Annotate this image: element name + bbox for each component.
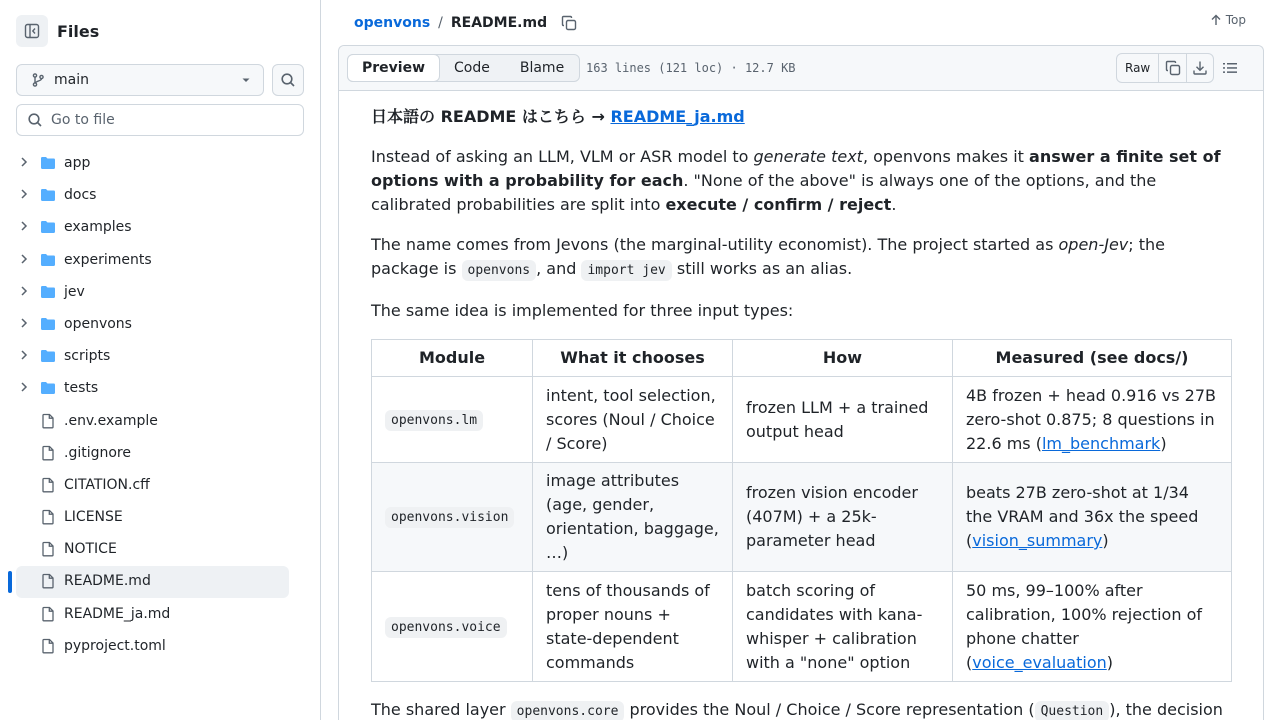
folder-icon	[40, 316, 56, 332]
text: 50 ms, 99–100% after calibration, 100% rejection of phone chatter (	[966, 580, 1202, 672]
table-row	[372, 377, 1232, 463]
caret-down-icon	[241, 75, 251, 85]
tree-item-label: .gitignore	[64, 444, 131, 461]
text: )	[1160, 433, 1167, 453]
copy-raw-button[interactable]	[1159, 54, 1186, 82]
chooses-cell: intent, tool selection, scores (Noul / Choice / Score)	[533, 377, 733, 463]
text: The name comes from Jevons (the marginal-utility economist). The project started as	[371, 235, 1059, 254]
file-icon	[40, 477, 56, 493]
tree-file-item[interactable]	[0, 405, 320, 437]
emphasis: open-Jev	[1058, 235, 1129, 254]
search-code-button[interactable]	[272, 64, 304, 96]
inline-code: Question	[1035, 701, 1110, 720]
lm-benchmark-link[interactable]: lm_benchmark	[1041, 433, 1161, 453]
chevron-right-icon[interactable]	[18, 253, 30, 265]
inline-code: openvons.lm	[385, 410, 483, 431]
chooses-cell: tens of thousands of proper nouns + state-dependent commands	[533, 572, 733, 682]
chevron-right-icon[interactable]	[18, 188, 30, 200]
how-cell: frozen LLM + a trained output head	[733, 377, 953, 463]
folder-icon	[40, 348, 56, 364]
tree-item-label: examples	[64, 219, 132, 236]
bold-text: execute / confirm / reject	[665, 195, 892, 214]
measured-cell	[953, 572, 1232, 682]
inline-code: openvons	[462, 260, 537, 281]
chevron-right-icon[interactable]	[18, 349, 30, 361]
tab-preview[interactable]	[347, 54, 440, 82]
core-layer-paragraph	[371, 698, 1233, 720]
file-icon	[40, 413, 56, 429]
modules-table	[371, 339, 1232, 682]
file-viewer	[338, 45, 1264, 720]
inline-code: openvons.voice	[385, 617, 507, 638]
file-icon	[40, 541, 56, 557]
module-cell	[372, 572, 533, 682]
text: , and	[536, 259, 582, 278]
search-icon	[280, 72, 296, 88]
copy-icon	[561, 15, 577, 31]
file-icon	[40, 509, 56, 525]
text: , openvons makes it	[862, 147, 1030, 166]
sidebar-collapse-icon	[24, 23, 40, 39]
table-row	[372, 463, 1232, 572]
text: . "None of the above" is always one of the options, and the calibrated probabilities are split into	[371, 171, 1157, 214]
tree-item-label: CITATION.cff	[64, 476, 150, 493]
file-icon	[40, 606, 56, 622]
text: Instead of asking an LLM, VLM or ASR model to	[371, 147, 754, 166]
vision-summary-link[interactable]: vision_summary	[972, 531, 1103, 550]
tab-code[interactable]	[439, 55, 505, 81]
breadcrumb-file: README.md	[450, 14, 548, 31]
copy-path-button[interactable]	[561, 15, 577, 31]
file-icon	[40, 573, 56, 589]
measured-cell	[953, 377, 1232, 463]
tree-item-label: pyproject.toml	[64, 637, 166, 654]
folder-icon	[40, 155, 56, 171]
text: beats 27B zero-shot at 1/34 the VRAM and 36x the speed (	[966, 483, 1199, 550]
outline-button[interactable]	[1222, 60, 1238, 76]
tree-item-label: app	[64, 155, 91, 171]
back-to-top-button[interactable]	[1210, 13, 1246, 27]
how-cell: frozen vision encoder (407M) + a 25k-parameter head	[733, 463, 953, 572]
text: still works as an alias.	[671, 259, 853, 278]
table-header-row	[372, 340, 1232, 377]
text: ; the package is	[371, 235, 1165, 278]
tree-file-item[interactable]	[0, 501, 320, 533]
selected-indicator	[8, 571, 12, 593]
column-header: Module	[372, 340, 533, 377]
tree-item-label: docs	[64, 187, 97, 204]
download-icon	[1192, 60, 1208, 76]
tree-folder-item[interactable]	[0, 244, 320, 276]
text: )	[1102, 531, 1109, 550]
text: provides the Noul / Choice / Score representation (	[624, 700, 1035, 719]
module-cell	[372, 377, 533, 463]
tab-label: Blame	[519, 60, 565, 76]
tree-folder-item[interactable]	[0, 179, 320, 211]
text: .	[891, 195, 897, 214]
raw-label: Raw	[1125, 61, 1151, 75]
arrow-up-icon	[1210, 14, 1222, 26]
tree-file-item[interactable]	[0, 565, 320, 597]
tree-file-item[interactable]	[0, 437, 320, 469]
name-origin-paragraph	[371, 233, 1233, 283]
bold-text: answer a finite set of options with a probability for each	[371, 147, 1221, 190]
readme-content	[371, 105, 1233, 720]
readme-ja-link[interactable]: README_ja.md	[610, 107, 745, 126]
input-types-paragraph: The same idea is implemented for three input types:	[371, 301, 794, 320]
file-tree	[0, 147, 320, 662]
chevron-right-icon[interactable]	[18, 156, 30, 168]
inline-code: openvons.vision	[385, 507, 514, 528]
how-cell: batch scoring of candidates with kana-whisper + calibration with a "none" option	[733, 572, 953, 682]
go-to-file-field[interactable]	[16, 104, 304, 136]
selected-highlight	[16, 566, 289, 598]
folder-icon	[40, 187, 56, 203]
tree-item-label: .env.example	[64, 412, 158, 429]
chooses-cell: image attributes (age, gender, orientation, baggage, …)	[533, 463, 733, 572]
copy-icon	[1165, 60, 1181, 76]
folder-icon	[40, 284, 56, 300]
raw-button[interactable]	[1117, 54, 1159, 82]
file-icon	[40, 638, 56, 654]
breadcrumb-repo-link[interactable]: openvons	[354, 14, 431, 31]
tree-item-label: jev	[64, 283, 85, 300]
inline-code: import jev	[581, 260, 671, 281]
measured-cell	[953, 463, 1232, 572]
collapse-sidebar-button[interactable]	[16, 15, 48, 47]
folder-icon	[40, 380, 56, 396]
sidebar-title: Files	[57, 21, 100, 41]
chevron-right-icon[interactable]	[18, 220, 30, 232]
text: 4B frozen + head 0.916 vs 27B zero-shot 0.875; 8 questions in 22.6 ms (	[966, 385, 1216, 453]
file-actions	[1116, 53, 1214, 83]
git-branch-icon	[30, 72, 46, 88]
tree-folder-item[interactable]	[0, 308, 320, 340]
tree-file-item[interactable]	[0, 630, 320, 662]
list-outline-icon	[1222, 60, 1238, 76]
tree-item-label: experiments	[64, 251, 152, 268]
file-icon	[40, 445, 56, 461]
folder-icon	[40, 252, 56, 268]
module-cell	[372, 463, 533, 572]
chevron-right-icon[interactable]	[18, 381, 30, 393]
table-row	[372, 572, 1232, 682]
tab-blame[interactable]	[505, 55, 579, 81]
text: The shared layer	[371, 700, 511, 719]
tree-file-item[interactable]	[0, 469, 320, 501]
chevron-right-icon[interactable]	[18, 285, 30, 297]
file-tree-sidebar	[0, 0, 321, 720]
tree-folder-item[interactable]	[0, 147, 320, 179]
branch-selector[interactable]	[16, 64, 264, 96]
tree-item-label: NOTICE	[64, 541, 117, 558]
file-meta: 163 lines (121 loc) · 12.7 KB	[586, 61, 796, 75]
back-to-top-label: Top	[1225, 13, 1246, 27]
tab-label: Code	[454, 60, 490, 76]
tab-label: Preview	[362, 60, 426, 76]
tree-item-label: README.md	[64, 573, 151, 590]
column-header: Measured (see docs/)	[953, 340, 1232, 377]
tree-item-label: scripts	[64, 348, 111, 365]
branch-name: main	[54, 72, 89, 88]
emphasis: generate text	[753, 147, 863, 166]
japanese-readme-notice	[371, 105, 1233, 129]
tree-file-item[interactable]	[0, 598, 320, 630]
text: ), the decision	[1109, 700, 1223, 719]
voice-evaluation-link[interactable]: voice_evaluation	[972, 652, 1107, 672]
sidebar-header	[16, 15, 99, 47]
download-button[interactable]	[1186, 54, 1213, 82]
intro-paragraph	[371, 145, 1233, 217]
folder-icon	[40, 219, 56, 235]
column-header: What it chooses	[533, 340, 733, 377]
inline-code: openvons.core	[511, 701, 625, 720]
tree-folder-item[interactable]	[0, 211, 320, 243]
breadcrumb-separator: /	[438, 14, 443, 31]
text: )	[1106, 652, 1113, 672]
tree-item-label: README_ja.md	[64, 605, 171, 622]
tree-folder-item[interactable]	[0, 340, 320, 372]
search-icon	[27, 112, 43, 128]
breadcrumb	[354, 15, 577, 31]
japanese-notice-text: 日本語の README はこちら →	[371, 107, 605, 126]
tree-file-item[interactable]	[0, 533, 320, 565]
tree-item-label: LICENSE	[64, 509, 123, 526]
tree-item-label: tests	[64, 380, 99, 397]
tree-folder-item[interactable]	[0, 372, 320, 404]
go-to-file-input[interactable]	[51, 112, 291, 128]
file-header	[338, 0, 1264, 45]
view-mode-tabs	[347, 54, 580, 82]
tree-folder-item[interactable]	[0, 276, 320, 308]
column-header: How	[733, 340, 953, 377]
tree-item-label: openvons	[64, 315, 132, 332]
file-toolbar	[339, 46, 1263, 91]
chevron-right-icon[interactable]	[18, 317, 30, 329]
